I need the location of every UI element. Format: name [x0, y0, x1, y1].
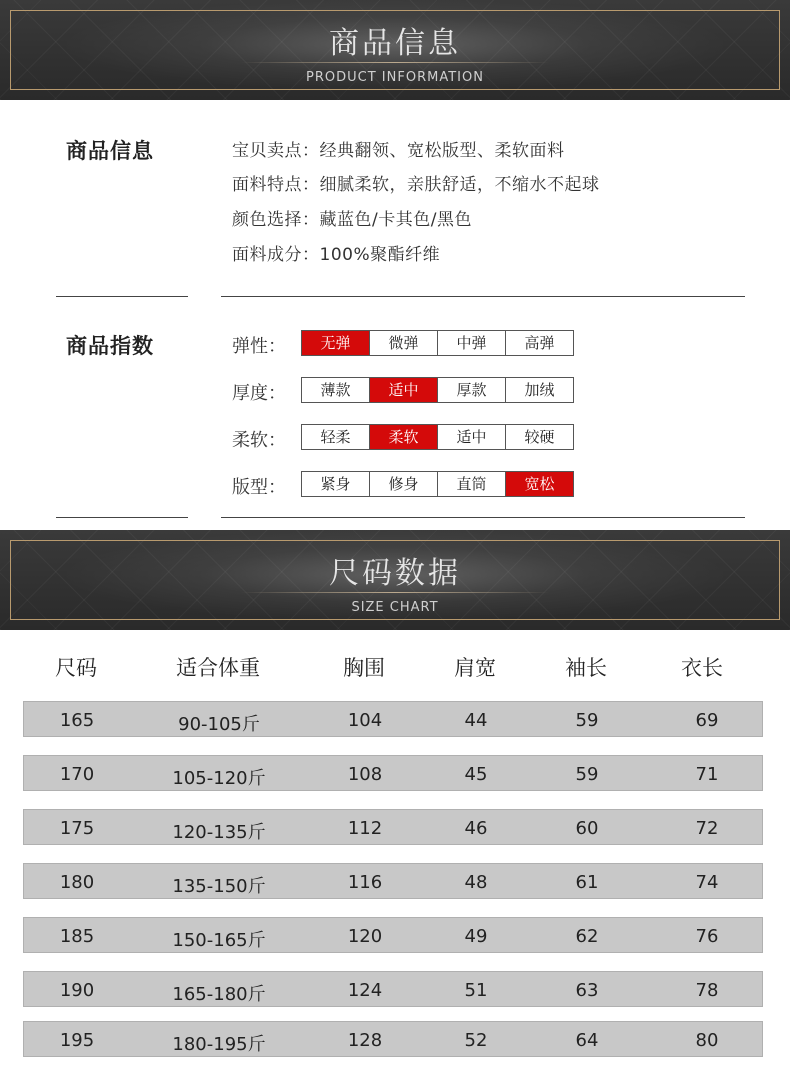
cell-sleeve: 61 [575, 872, 599, 893]
divider-left [56, 296, 188, 297]
info-line-composition: 面料成分：100%聚酯纤维 [232, 245, 441, 265]
option-cell: 适中 [369, 378, 437, 402]
index-label-fit: 版型： [232, 477, 286, 498]
cell-sleeve: 59 [575, 764, 599, 785]
option-cell: 宽松 [505, 472, 573, 496]
cell-chest: 116 [347, 872, 383, 893]
cell-chest: 128 [347, 1030, 383, 1051]
cell-shoulder: 49 [464, 926, 488, 947]
cell-size: 165 [59, 710, 95, 731]
cell-length: 78 [695, 980, 719, 1001]
table-row [23, 1021, 763, 1057]
cell-length: 76 [695, 926, 719, 947]
option-cell: 加绒 [505, 378, 573, 402]
cell-size: 180 [59, 872, 95, 893]
index-options-elasticity [301, 330, 574, 356]
banner-divider [240, 592, 550, 593]
banner-title: 尺码数据 [329, 556, 461, 591]
table-row [23, 971, 763, 1007]
banner-subtitle: PRODUCT INFORMATION [306, 70, 484, 85]
cell-weight: 165-180斤 [172, 984, 266, 1005]
index-label-thickness: 厚度： [232, 383, 286, 404]
cell-sleeve: 63 [575, 980, 599, 1001]
cell-chest: 112 [347, 818, 383, 839]
option-cell: 微弹 [369, 331, 437, 355]
cell-weight: 180-195斤 [172, 1034, 266, 1055]
index-options-softness [301, 424, 574, 450]
option-cell: 修身 [369, 472, 437, 496]
cell-sleeve: 62 [575, 926, 599, 947]
banner-subtitle: SIZE CHART [351, 600, 439, 615]
cell-weight: 120-135斤 [172, 822, 266, 843]
cell-size: 170 [59, 764, 95, 785]
cell-shoulder: 51 [464, 980, 488, 1001]
banner-divider [240, 62, 550, 63]
header-length: 衣长 [681, 656, 723, 680]
cell-chest: 108 [347, 764, 383, 785]
cell-chest: 124 [347, 980, 383, 1001]
index-options-thickness [301, 377, 574, 403]
table-row [23, 917, 763, 953]
cell-shoulder: 44 [464, 710, 488, 731]
divider-right [221, 296, 745, 297]
index-section-label: 商品指数 [66, 334, 154, 358]
cell-weight: 90-105斤 [178, 714, 260, 735]
table-row [23, 863, 763, 899]
header-size: 尺码 [55, 656, 97, 680]
divider-left-2 [56, 517, 188, 518]
cell-length: 80 [695, 1030, 719, 1051]
cell-size: 195 [59, 1030, 95, 1051]
cell-weight: 135-150斤 [172, 876, 266, 897]
cell-length: 72 [695, 818, 719, 839]
cell-chest: 104 [347, 710, 383, 731]
index-label-softness: 柔软： [232, 430, 286, 451]
cell-sleeve: 64 [575, 1030, 599, 1051]
info-line-colors: 颜色选择：藏蓝色/卡其色/黑色 [232, 210, 472, 230]
cell-length: 74 [695, 872, 719, 893]
info-line-fabric-feature: 面料特点：细腻柔软，亲肤舒适，不缩水不起球 [232, 175, 600, 195]
cell-size: 175 [59, 818, 95, 839]
info-line-selling-point: 宝贝卖点：经典翻领、宽松版型、柔软面料 [232, 141, 565, 161]
option-cell: 轻柔 [302, 425, 369, 449]
cell-shoulder: 45 [464, 764, 488, 785]
cell-chest: 120 [347, 926, 383, 947]
header-chest: 胸围 [343, 656, 385, 680]
cell-size: 185 [59, 926, 95, 947]
option-cell: 高弹 [505, 331, 573, 355]
cell-weight: 150-165斤 [172, 930, 266, 951]
divider-right-2 [221, 517, 745, 518]
option-cell: 厚款 [437, 378, 505, 402]
header-shoulder: 肩宽 [454, 656, 496, 680]
table-row [23, 755, 763, 791]
cell-weight: 105-120斤 [172, 768, 266, 789]
size-chart-header [0, 652, 790, 682]
cell-shoulder: 52 [464, 1030, 488, 1051]
option-cell: 适中 [437, 425, 505, 449]
size-chart-banner [0, 530, 790, 630]
cell-sleeve: 59 [575, 710, 599, 731]
header-weight: 适合体重 [176, 656, 260, 680]
option-cell: 中弹 [437, 331, 505, 355]
table-row [23, 701, 763, 737]
cell-length: 71 [695, 764, 719, 785]
header-sleeve: 袖长 [565, 656, 607, 680]
cell-sleeve: 60 [575, 818, 599, 839]
product-info-banner [0, 0, 790, 100]
cell-length: 69 [695, 710, 719, 731]
cell-shoulder: 48 [464, 872, 488, 893]
cell-size: 190 [59, 980, 95, 1001]
banner-title: 商品信息 [329, 26, 461, 61]
option-cell: 较硬 [505, 425, 573, 449]
info-section-label: 商品信息 [66, 139, 154, 163]
table-row [23, 809, 763, 845]
cell-shoulder: 46 [464, 818, 488, 839]
option-cell: 薄款 [302, 378, 369, 402]
option-cell: 直筒 [437, 472, 505, 496]
index-label-elasticity: 弹性： [232, 336, 286, 357]
option-cell: 紧身 [302, 472, 369, 496]
option-cell: 无弹 [302, 331, 369, 355]
index-options-fit [301, 471, 574, 497]
option-cell: 柔软 [369, 425, 437, 449]
